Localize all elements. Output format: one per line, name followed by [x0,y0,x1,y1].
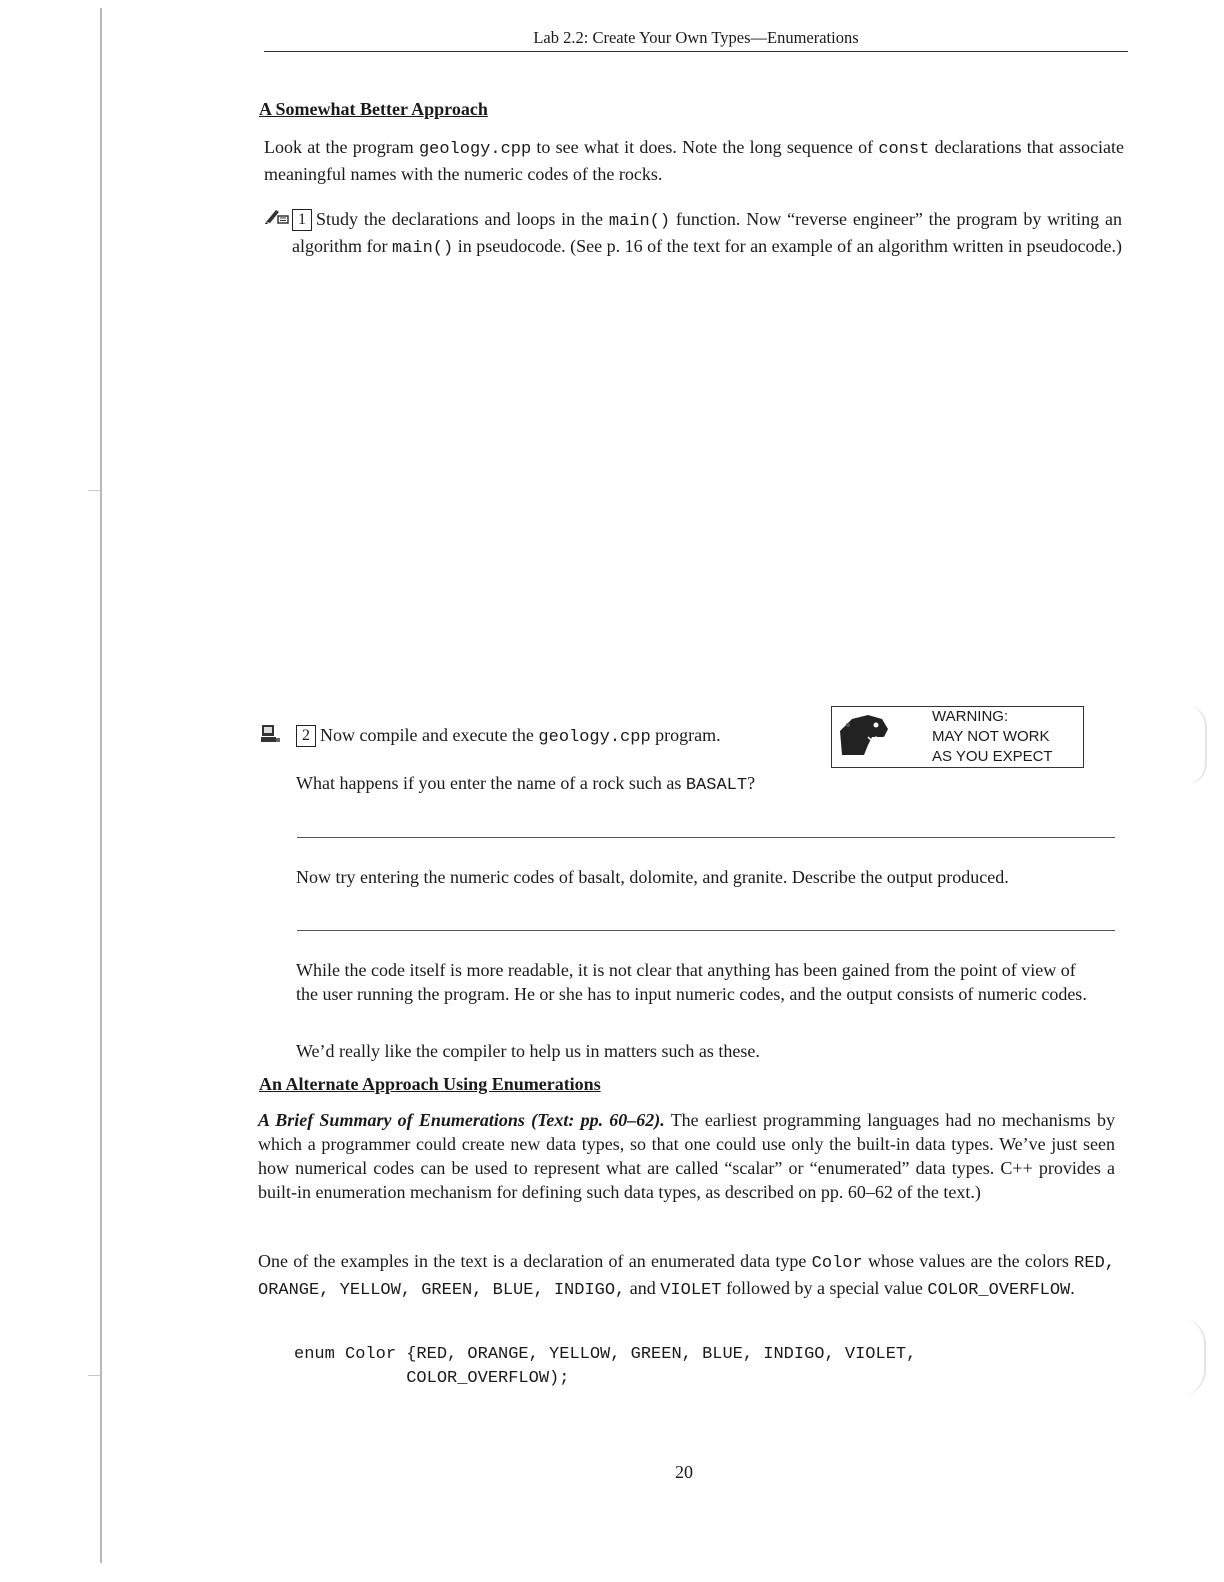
summary-paragraph: A Brief Summary of Enumerations (Text: pp. 60–62). The earliest programming languages had no mechanisms by which a programmer could create new data types, so that one could use only the built-in data types. We’ve just seen how numerical codes can be used to represent what are called “scalar” or “enumerated” data types. C++ provides a built-in enumeration mechanism for defining such data types, as described on pp. 60–62 of the text.) [258,1110,1115,1202]
note-readability: While the code itself is more readable, it is not clear that anything has been gained from the point of view of the user running the program. He or she has to input numeric codes, and the output consists of numeric codes. [296,960,1087,1004]
binding-edge [100,8,102,1563]
step-2-paragraph: 2 Now compile and execute the geology.cpp program. [296,723,796,750]
header-rule [264,51,1128,52]
answer-line [297,837,1115,838]
running-header: Lab 2.2: Create Your Own Types—Enumerations [533,28,859,47]
pencil-hand-icon [264,207,290,230]
note-compiler: We’d really like the compiler to help us in matters such as these. [296,1041,760,1061]
question-numeric-codes: Now try entering the numeric codes of basalt, dolomite, and granite. Describe the output produced. [296,867,1009,887]
computer-icon [260,724,282,749]
example-paragraph: One of the examples in the text is a declaration of an enumerated data type Color whose values are the colors RED, ORANGE, YELLOW, GREEN, BLUE, INDIGO, and VIOLET followed by a special value COLOR_OVERFLOW. [258,1251,1115,1300]
question-basalt: What happens if you enter the name of a rock such as BASALT? [296,773,756,795]
dinosaur-warning-icon [838,711,890,762]
warning-callout [831,706,1084,768]
answer-line [297,930,1115,931]
section-heading-enumerations: An Alternate Approach Using Enumerations [259,1074,601,1094]
step-number-box: 1 [292,209,312,231]
page-number: 20 [675,1462,693,1482]
scan-artifact [1180,1318,1206,1396]
code-line-overflow: COLOR_OVERFLOW); [294,1369,570,1388]
binding-tick [88,1375,100,1376]
section-heading-better-approach: A Somewhat Better Approach [259,99,488,119]
warning-text: WARNING: MAY NOT WORK AS YOU EXPECT [932,708,1053,765]
binding-tick [88,490,100,491]
step-1-paragraph: 1 Study the declarations and loops in the main() function. Now “reverse engineer” the program by writing an algorithm for main() in pseudocode. (See p. 16 of the text for an example of an algorithm written in pseudocode.) [292,209,1123,258]
code-line-enum: enum Color {RED, ORANGE, YELLOW, GREEN, BLUE, INDIGO, VIOLET, [294,1345,917,1364]
intro-paragraph: Look at the program geology.cpp to see what it does. Note the long sequence of const declarations that associate meaningful names with the numeric codes of the rocks. [264,137,1124,184]
step-number-box: 2 [296,725,316,747]
scan-artifact [1185,705,1207,785]
